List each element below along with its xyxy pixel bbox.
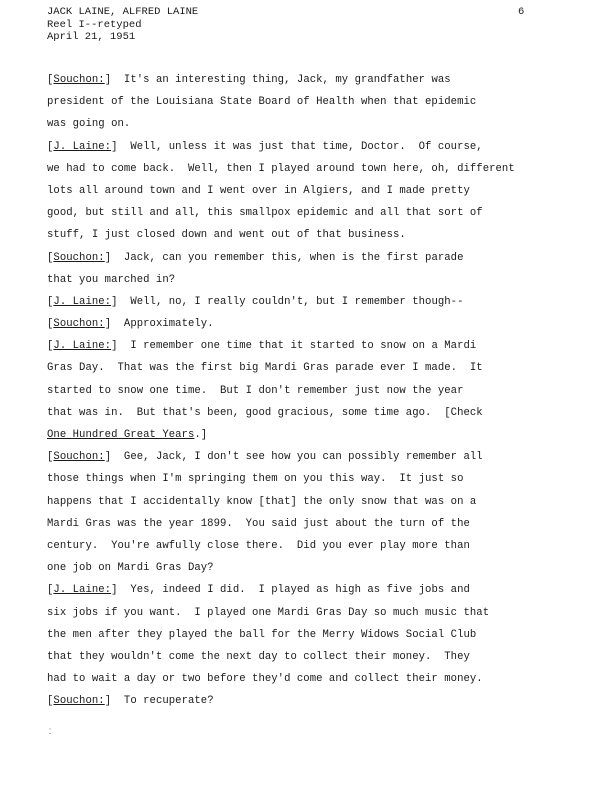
line-text: Mardi Gras was the year 1899. You said just about the turn of the — [47, 517, 470, 530]
transcript-line — [47, 583, 595, 605]
underlined-text: Souchon: — [53, 695, 105, 708]
line-text: that they wouldn't come the next day to collect their money. They — [47, 650, 470, 663]
line-text: happens that I accidentally know [that] the only snow that was on a — [47, 495, 477, 508]
transcript-line — [47, 184, 595, 206]
line-text: one job on Mardi Gras Day? — [47, 562, 214, 575]
transcript-line — [47, 650, 595, 672]
line-text: [ — [47, 584, 54, 597]
line-text: ] Gee, Jack, I don't see how you can possibly remember all — [104, 451, 483, 464]
underlined-text: J. Laine: — [53, 140, 112, 153]
line-text: [ — [47, 74, 54, 86]
page-number: 6 — [518, 6, 525, 18]
underlined-text: Souchon: — [53, 451, 105, 464]
underlined-text: Souchon: — [53, 318, 105, 331]
underlined-text: Souchon: — [53, 251, 105, 264]
transcript-line — [47, 406, 595, 428]
transcript-line — [47, 73, 595, 95]
line-text: ] Approximately. — [104, 318, 214, 331]
line-text: ] To recuperate? — [104, 695, 214, 708]
transcript-line — [47, 339, 595, 361]
line-text: [ — [47, 451, 54, 464]
line-text: lots all around town and I went over in Algiers, and I made pretty — [47, 184, 470, 197]
line-text: president of the Louisiana State Board of Health when that epidemic — [47, 96, 477, 109]
transcript-line — [47, 694, 595, 716]
line-text: ] Jack, can you remember this, when is the first parade — [104, 251, 464, 264]
transcript-line — [47, 428, 595, 450]
line-text: ] I remember one time that it started to snow on a Mardi — [111, 340, 477, 353]
transcript-line — [47, 361, 595, 383]
line-text: ] It's an interesting thing, Jack, my grandfather was — [104, 74, 451, 86]
line-text: started to snow one time. But I don't remember just now the year — [47, 384, 464, 397]
transcript-line — [47, 495, 595, 517]
header-date: April 21, 1951 — [47, 31, 136, 43]
line-text: six jobs if you want. I played one Mardi Gras Day so much music that — [47, 606, 490, 619]
line-text: was going on. — [47, 118, 131, 131]
line-text: good, but still and all, this smallpox epidemic and all that sort of — [47, 207, 483, 220]
transcript-line — [47, 317, 595, 339]
transcript-line — [47, 517, 595, 539]
line-text: those things when I'm springing them on you this way. It just so — [47, 473, 464, 486]
footer-mark: ː — [47, 727, 54, 738]
line-text: [ — [47, 695, 54, 708]
line-text: [ — [47, 318, 54, 331]
transcript-line — [47, 162, 595, 184]
transcript-line — [47, 561, 595, 583]
underlined-text: J. Laine: — [53, 340, 112, 353]
line-text: ] Yes, indeed I did. I played as high as five jobs and — [111, 584, 470, 597]
transcript-line — [47, 228, 595, 250]
line-text: .] — [194, 429, 208, 441]
transcript-line — [47, 450, 595, 472]
header-reel: Reel I--retyped — [47, 18, 142, 31]
transcript-line — [47, 95, 595, 117]
line-text: ] Well, unless it was just that time, Doctor. Of course, — [111, 140, 483, 153]
line-text: stuff, I just closed down and went out of that business. — [47, 229, 406, 242]
header-names: JACK LAINE, ALFRED LAINE — [47, 6, 199, 18]
line-text: the men after they played the ball for the Merry Widows Social Club — [47, 628, 477, 641]
line-text: [ — [47, 340, 54, 353]
underlined-text: J. Laine: — [53, 584, 112, 597]
transcript-line — [47, 251, 595, 273]
line-text: ] Well, no, I really couldn't, but I remember though-- — [111, 295, 464, 308]
transcript-line — [47, 206, 595, 228]
underlined-text: J. Laine: — [53, 295, 112, 308]
transcript-line — [47, 472, 595, 494]
line-text: century. You're awfully close there. Did you ever play more than — [47, 539, 470, 552]
transcript-line — [47, 672, 595, 694]
document-header — [47, 6, 198, 44]
line-text: [ — [47, 140, 54, 153]
line-text: [ — [47, 251, 54, 264]
line-text: that you marched in? — [47, 273, 176, 286]
transcript-line — [47, 273, 595, 295]
line-text: Gras Day. That was the first big Mardi Gras parade ever I made. It — [47, 362, 483, 375]
line-text: that was in. But that's been, good gracious, some time ago. [Check — [47, 406, 483, 419]
line-text: we had to come back. Well, then I played around town here, oh, different — [47, 162, 515, 175]
line-text: [ — [47, 295, 54, 308]
underlined-text: One Hundred Great Years — [47, 429, 195, 441]
underlined-text: Souchon: — [53, 74, 105, 86]
transcript-body — [47, 73, 595, 716]
transcript-line — [47, 628, 595, 650]
transcript-line — [47, 384, 595, 406]
transcript-line — [47, 539, 595, 561]
transcript-line — [47, 140, 595, 162]
transcript-line — [47, 117, 595, 139]
line-text: had to wait a day or two before they'd come and collect their money. — [47, 673, 483, 686]
transcript-line — [47, 295, 595, 317]
transcript-line — [47, 606, 595, 628]
